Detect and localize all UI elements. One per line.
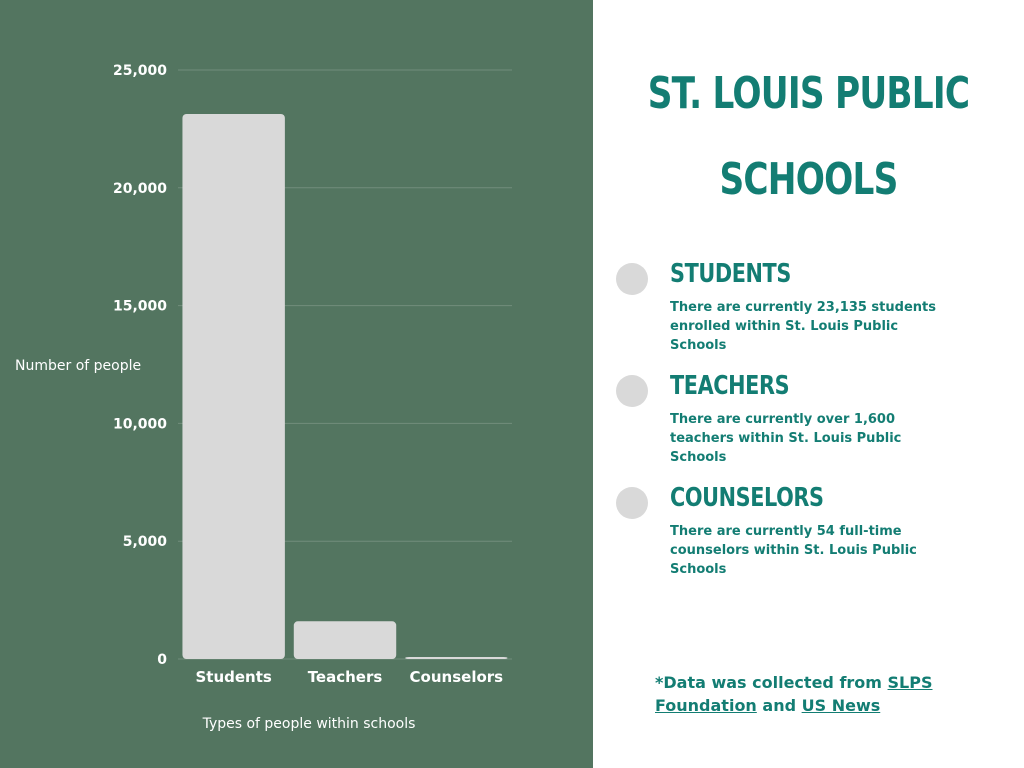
info-item-teachers (593, 371, 1024, 485)
page-title-line-2: SCHOOLS (719, 154, 898, 205)
bar-teachers (294, 621, 396, 659)
bar-students (182, 114, 284, 659)
bullet-dot (616, 375, 648, 407)
info-text: There are currently over 1,600 teachers within St. Louis Public Schools (670, 412, 902, 465)
y-tick-label: 5,000 (122, 534, 167, 551)
y-tick-label: 15,000 (112, 298, 167, 315)
bar-counselors (405, 657, 507, 659)
info-heading: TEACHERS (670, 371, 790, 401)
x-tick-label: Students (195, 668, 272, 686)
source-prefix: *Data was collected from (655, 673, 888, 692)
info-text: There are currently 54 full-time counselors within St. Louis Public Schools (670, 524, 917, 577)
us-news-link[interactable]: US News (801, 696, 881, 715)
info-item-students (593, 259, 1024, 373)
x-tick-label: Counselors (409, 668, 504, 686)
x-tick-label: Teachers (307, 668, 383, 686)
source-middle: and (756, 696, 802, 715)
info-heading: STUDENTS (670, 259, 791, 289)
x-axis-label: Types of people within schools (202, 716, 416, 732)
y-tick-label: 20,000 (112, 180, 167, 197)
y-tick-label: 0 (157, 652, 167, 668)
page-title-line-1: ST. LOUIS PUBLIC (647, 68, 970, 119)
info-item-counselors (593, 483, 1024, 597)
y-axis-label: Number of people (15, 358, 142, 374)
info-panel (593, 0, 1024, 768)
bars (182, 114, 507, 659)
y-tick-label: 10,000 (112, 416, 167, 433)
source-note (655, 671, 975, 717)
info-heading: COUNSELORS (670, 483, 824, 513)
slps-foundation-link[interactable]: SLPS Foundation (655, 673, 933, 715)
bullet-dot (616, 487, 648, 519)
info-text: There are currently 23,135 students enrolled within St. Louis Public Schools (670, 300, 936, 353)
y-tick-label: 25,000 (112, 63, 167, 79)
x-axis-ticks (195, 668, 503, 686)
bullet-dot (616, 263, 648, 295)
